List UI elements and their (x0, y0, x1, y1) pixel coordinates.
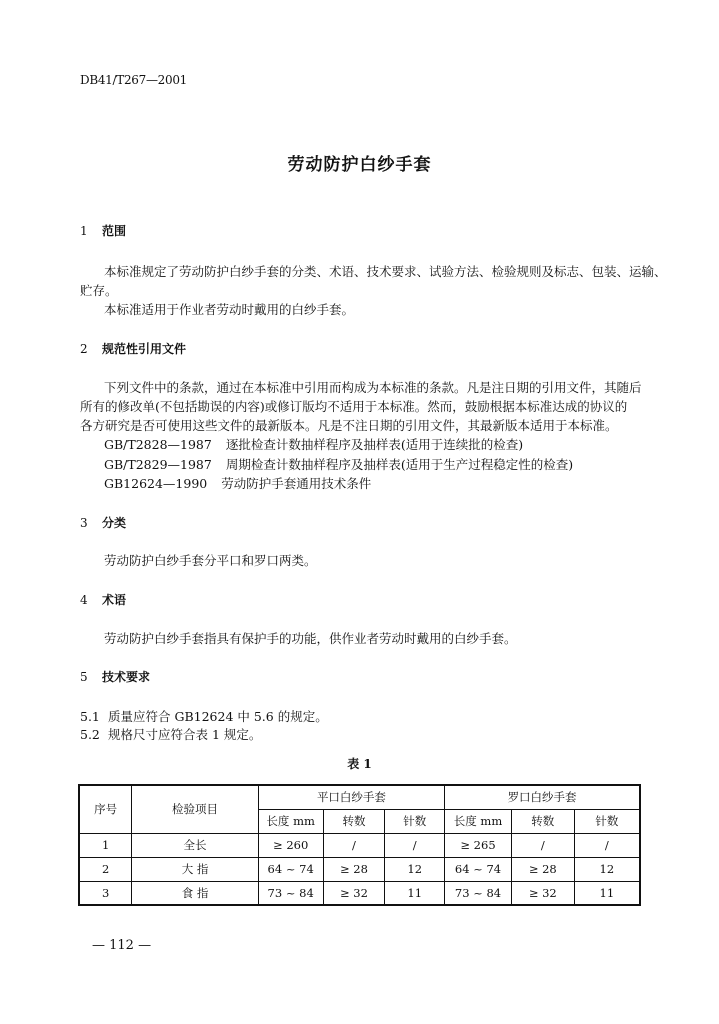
clause-number: 5.2 (80, 727, 100, 742)
section-title: 术语 (102, 593, 127, 607)
references-paragraph-line1: 下列文件中的条款，通过在本标准中引用而构成为本标准的条款。凡是注日期的引用文件，其随后 (104, 380, 642, 395)
cell-no: 3 (79, 881, 132, 905)
section-1-heading (80, 222, 126, 239)
subheader-needles: 针数 (574, 809, 640, 833)
spec-table (78, 784, 641, 906)
references-paragraph-line2: 所有的修改单(不包括勘误的内容)或修订版均不适用于本标准。然而，鼓励根据本标准达成的协议的 (80, 399, 628, 414)
references-paragraph-line3: 各方研究是否可使用这些文件的最新版本。凡是不注日期的引用文件，其最新版本适用于本标准。 (80, 418, 618, 433)
cell-turns-flat: / (323, 833, 385, 857)
section-3-heading (80, 514, 126, 531)
reference-title: 劳动防护手套通用技术条件 (221, 476, 372, 491)
scope-paragraph-2: 本标准适用于作业者劳动时戴用的白纱手套。 (104, 302, 355, 317)
reference-item (104, 435, 523, 453)
header-item: 检验项目 (132, 785, 258, 833)
cell-length-flat: 64 ~ 74 (258, 857, 323, 881)
cell-no: 1 (79, 833, 132, 857)
header-group-rib: 罗口白纱手套 (445, 785, 640, 809)
subheader-turns: 转数 (511, 809, 574, 833)
section-title: 技术要求 (102, 670, 151, 684)
cell-length-rib: 73 ~ 84 (445, 881, 512, 905)
subheader-needles: 针数 (385, 809, 445, 833)
cell-length-flat: 73 ~ 84 (258, 881, 323, 905)
section-title: 规范性引用文件 (102, 342, 187, 356)
header-no: 序号 (79, 785, 132, 833)
table-row (79, 881, 640, 905)
section-number: 2 (80, 342, 88, 356)
cell-needles-rib: 12 (574, 857, 640, 881)
header-group-flat: 平口白纱手套 (258, 785, 444, 809)
clause-5-1 (80, 707, 328, 725)
reference-title: 周期检查计数抽样程序及抽样表(适用于生产过程稳定性的检查) (225, 457, 574, 472)
cell-length-rib: 64 ~ 74 (445, 857, 512, 881)
classification-paragraph: 劳动防护白纱手套分平口和罗口两类。 (104, 553, 317, 568)
page-number: — 112 — (92, 938, 152, 953)
cell-no: 2 (79, 857, 132, 881)
section-number: 4 (80, 593, 88, 607)
cell-turns-rib: ≥ 32 (511, 881, 574, 905)
scope-paragraph-line1: 本标准规定了劳动防护白纱手套的分类、术语、技术要求、试验方法、检验规则及标志、包装、运输、 (104, 264, 667, 279)
section-number: 3 (80, 516, 88, 530)
table-caption: 表 1 (347, 757, 372, 771)
clause-text: 质量应符合 GB12624 中 5.6 的规定。 (108, 709, 328, 724)
section-5-heading (80, 668, 150, 685)
subheader-length: 长度 mm (258, 809, 323, 833)
cell-length-rib: ≥ 265 (445, 833, 512, 857)
cell-turns-rib: ≥ 28 (511, 857, 574, 881)
section-title: 分类 (102, 516, 127, 530)
reference-item (104, 474, 371, 492)
section-title: 范围 (102, 224, 127, 238)
cell-turns-rib: / (511, 833, 574, 857)
section-number: 1 (80, 224, 88, 238)
reference-title: 逐批检查计数抽样程序及抽样表(适用于连续批的检查) (225, 437, 524, 452)
section-number: 5 (80, 670, 88, 684)
table-row (79, 857, 640, 881)
cell-needles-rib: / (574, 833, 640, 857)
cell-needles-flat: 12 (385, 857, 445, 881)
scope-paragraph-line2: 贮存。 (80, 283, 118, 298)
cell-length-flat: ≥ 260 (258, 833, 323, 857)
section-2-heading (80, 340, 186, 357)
cell-needles-rib: 11 (574, 881, 640, 905)
standard-code: DB41/T267—2001 (80, 73, 187, 87)
document-title: 劳动防护白纱手套 (287, 155, 432, 175)
section-4-heading (80, 591, 126, 608)
cell-item: 大 指 (132, 857, 258, 881)
cell-item: 食 指 (132, 881, 258, 905)
clause-5-2 (80, 725, 261, 743)
reference-code: GB/T2829—1987 (104, 457, 212, 472)
subheader-turns: 转数 (323, 809, 385, 833)
cell-turns-flat: ≥ 28 (323, 857, 385, 881)
reference-code: GB/T2828—1987 (104, 437, 212, 452)
clause-text: 规格尺寸应符合表 1 规定。 (108, 727, 262, 742)
table-row (79, 833, 640, 857)
cell-turns-flat: ≥ 32 (323, 881, 385, 905)
terms-paragraph: 劳动防护白纱手套指具有保护手的功能，供作业者劳动时戴用的白纱手套。 (104, 631, 517, 646)
cell-needles-flat: / (385, 833, 445, 857)
reference-item (104, 455, 573, 473)
subheader-length: 长度 mm (445, 809, 512, 833)
cell-needles-flat: 11 (385, 881, 445, 905)
cell-item: 全长 (132, 833, 258, 857)
clause-number: 5.1 (80, 709, 100, 724)
reference-code: GB12624—1990 (104, 476, 208, 491)
